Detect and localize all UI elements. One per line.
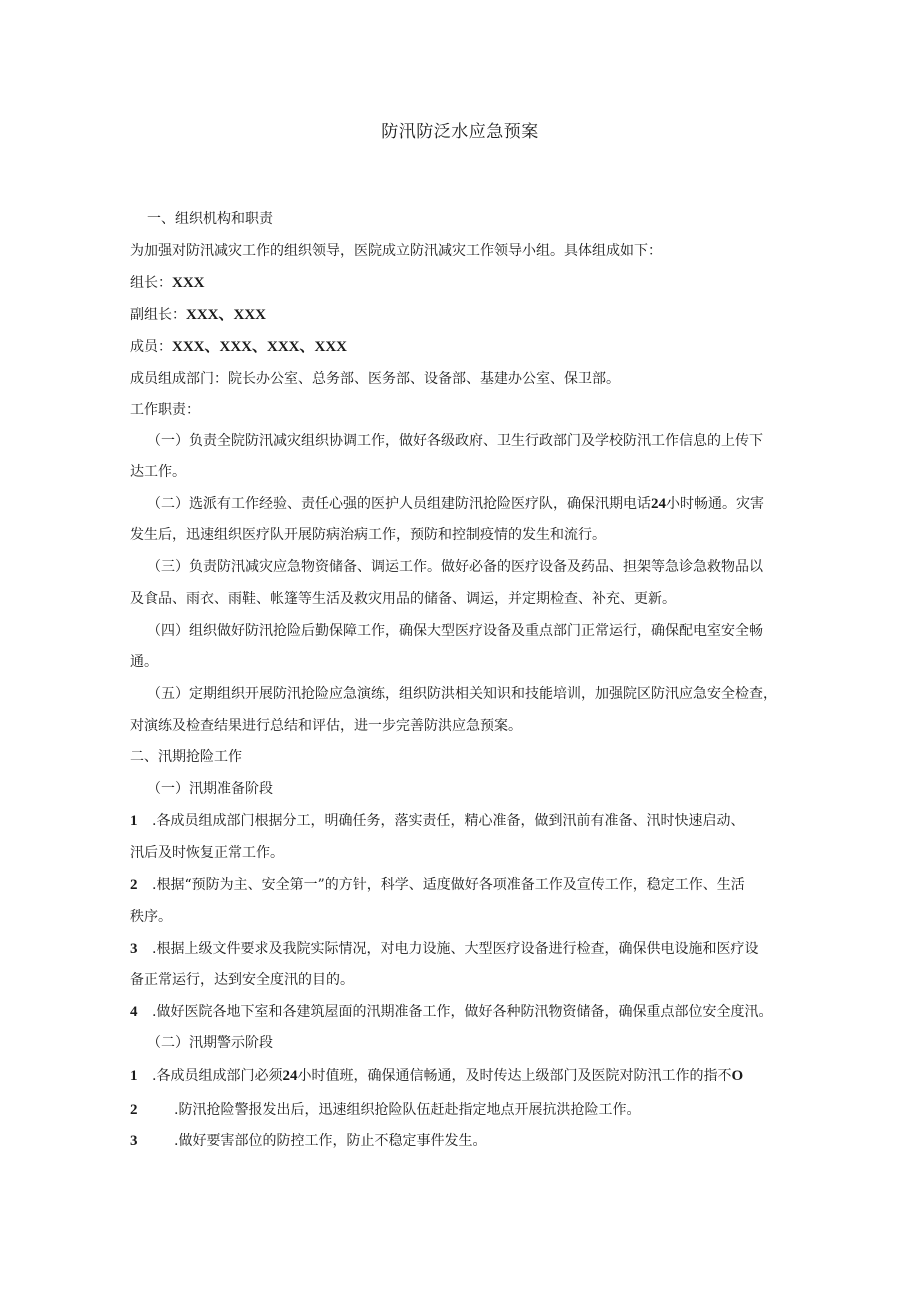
members-value: XXX、XXX、XXX、XXX — [172, 339, 347, 355]
duty2-hours: 24 — [651, 496, 666, 512]
stage2-heading: （二）汛期警示阶段 — [147, 1035, 273, 1051]
duty4-line2: 通。 — [130, 654, 158, 670]
document-title: 防汛防泛水应急预案 — [381, 122, 539, 142]
stage1-item3-line1 — [130, 939, 758, 959]
deputy-label: 副组长： — [130, 307, 186, 323]
stage2-item1-line — [130, 1066, 743, 1086]
duty2-line1 — [147, 494, 764, 514]
stage2-item1-hours: 24 — [282, 1068, 298, 1084]
stage1-heading: （一）汛期准备阶段 — [147, 781, 273, 797]
stage1-item3-line2: 备正常运行，达到安全度汛的目的。 — [130, 972, 354, 988]
stage2-item3-line — [130, 1131, 486, 1151]
stage2-item2-text: .防汛抢险警报发出后，迅速组织抢险队伍赶赴指定地点开展抗洪抢险工作。 — [174, 1102, 641, 1118]
members-label: 成员： — [130, 339, 172, 355]
leader-line — [130, 273, 205, 293]
stage1-item1-text: .各成员组成部门根据分工，明确任务，落实责任，精心准备，做到汛前有准备、汛时快速启动、 — [152, 813, 745, 829]
duties-heading: 工作职责： — [130, 402, 200, 418]
stage2-item1-text-b: 小时值班，确保通信畅通，及时传达上级部门及医院对防汛工作的指不 — [297, 1068, 732, 1084]
stage1-item2-text: .根据“预防为主、安全第一”的方针，科学、适度做好各项准备工作及宣传工作，稳定工作、生活 — [152, 877, 745, 893]
stage1-item1-number: 1 — [130, 813, 138, 829]
deputy-line — [130, 305, 266, 325]
stage1-item2-line1 — [130, 875, 745, 895]
section1-intro: 为加强对防汛减灾工作的组织领导，医院成立防汛减灾工作领导小组。具体组成如下： — [130, 243, 662, 259]
duty2-line2: 发生后，迅速组织医疗队开展防病治病工作，预防和控制疫情的发生和流行。 — [130, 527, 606, 543]
deputy-value: XXX、XXX — [186, 307, 266, 323]
duty2-text-a: （二）选派有工作经验、责任心强的医护人员组建防汛抢险医疗队，确保汛期电话 — [147, 496, 651, 512]
stage2-item1-number: 1 — [130, 1068, 138, 1084]
duty4-line1: （四）组织做好防汛抢险后勤保障工作，确保大型医疗设备及重点部门正常运行，确保配电室安全畅 — [147, 623, 763, 639]
leader-label: 组长： — [130, 275, 172, 291]
stage1-item2-number: 2 — [130, 877, 138, 893]
stage1-item1-line1 — [130, 811, 744, 831]
stage1-item3-number: 3 — [130, 941, 138, 957]
leader-value: XXX — [172, 275, 205, 291]
departments-line: 成员组成部门：院长办公室、总务部、医务部、设备部、基建办公室、保卫部。 — [130, 371, 620, 387]
stage2-item2-line — [130, 1100, 640, 1120]
duty3-line2: 及食品、雨衣、雨鞋、帐篷等生活及救灾用品的储备、调运，并定期检查、补充、更新。 — [130, 591, 676, 607]
section2-heading: 二、汛期抢险工作 — [130, 749, 242, 765]
duty5-line2: 对演练及检查结果进行总结和评估，进一步完善防洪应急预案。 — [130, 718, 522, 734]
stage2-item1-text-a: .各成员组成部门必须 — [152, 1068, 283, 1084]
stage1-item1-line2: 汛后及时恢复正常工作。 — [130, 845, 284, 861]
duty2-text-b: 小时畅通。灾害 — [666, 496, 764, 512]
stage2-item3-number: 3 — [130, 1133, 138, 1149]
stage1-item4-line1 — [130, 1002, 772, 1022]
stage2-item2-number: 2 — [130, 1102, 138, 1118]
stage2-item3-text: .做好要害部位的防控工作，防止不稳定事件发生。 — [174, 1133, 487, 1149]
duty1-line2: 达工作。 — [130, 464, 186, 480]
duty5-line1: （五）定期组织开展防汛抢险应急演练，组织防洪相关知识和技能培训，加强院区防汛应急安全检查， — [147, 686, 777, 702]
stage1-item3-text: .根据上级文件要求及我院实际情况，对电力设施、大型医疗设备进行检查，确保供电设施和医疗设 — [152, 941, 759, 957]
stage1-item2-line2: 秩序。 — [130, 909, 172, 925]
duty1-line1: （一）负责全院防汛减灾组织协调工作，做好各级政府、卫生行政部门及学校防汛工作信息的上传下 — [147, 433, 763, 449]
section1-heading: 一、组织机构和职责 — [147, 211, 273, 227]
stage1-item4-text: .做好医院各地下室和各建筑屋面的汛期准备工作，做好各种防汛物资储备，确保重点部位安全度汛。 — [152, 1004, 773, 1020]
stage1-item4-number: 4 — [130, 1004, 138, 1020]
stage2-item1-tail: O — [731, 1068, 744, 1084]
duty3-line1: （三）负责防汛减灾应急物资储备、调运工作。做好必备的医疗设备及药品、担架等急诊急救物品以 — [147, 559, 763, 575]
members-line — [130, 337, 347, 357]
